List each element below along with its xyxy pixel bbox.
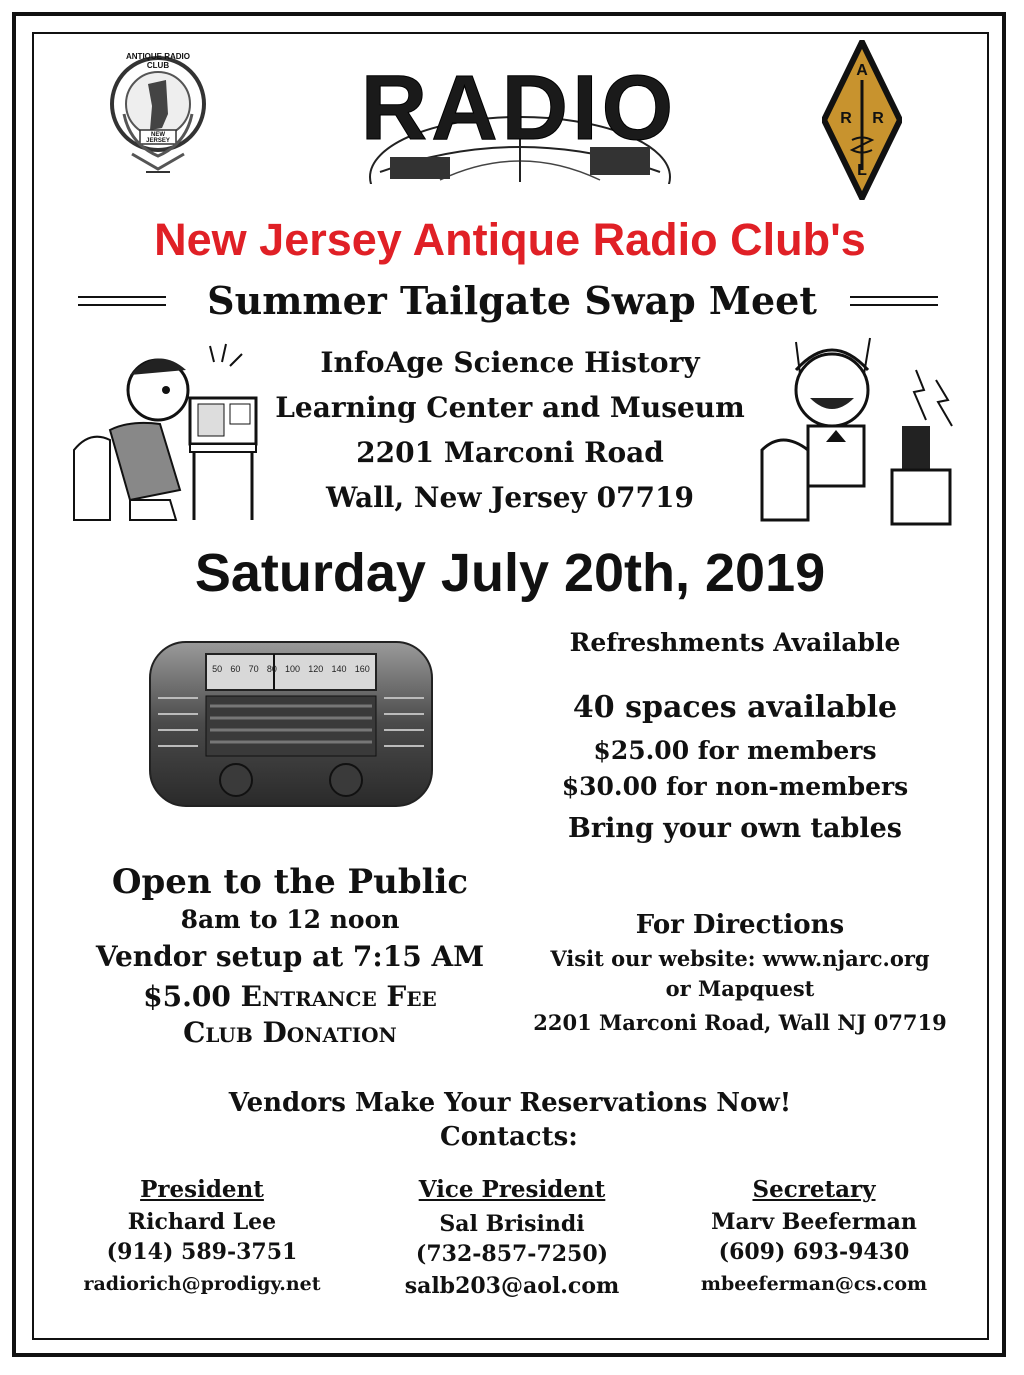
directions-address: 2201 Marconi Road, Wall NJ 07719 bbox=[533, 1010, 947, 1035]
contact-phone: (609) 693-9430 bbox=[718, 1239, 910, 1265]
contact-name: Richard Lee bbox=[127, 1209, 277, 1235]
contact-president bbox=[62, 1176, 342, 1295]
hours-text: 8am to 12 noon bbox=[180, 905, 400, 934]
open-to-public-heading: Open to the Public bbox=[111, 862, 469, 902]
club-name-heading: New Jersey Antique Radio Club's bbox=[154, 214, 866, 265]
directions-heading: For Directions bbox=[635, 910, 845, 940]
dial-mark: 120 bbox=[308, 664, 324, 674]
contacts-heading: Contacts: bbox=[440, 1122, 578, 1152]
njarc-seal-icon bbox=[110, 44, 206, 189]
vendor-setup-text: Vendor setup at 7:15 AM bbox=[95, 940, 485, 973]
bring-tables-text: Bring your own tables bbox=[568, 813, 902, 844]
left-rule-bottom bbox=[78, 304, 166, 306]
reservations-callout: Vendors Make Your Reservations Now! bbox=[228, 1088, 792, 1118]
contact-phone: (914) 589-3751 bbox=[106, 1239, 298, 1265]
vintage-radio-illustration bbox=[146, 638, 436, 814]
dial-mark: 100 bbox=[285, 664, 301, 674]
arrl-letter-a: A bbox=[856, 62, 868, 79]
contact-role: Vice President bbox=[418, 1176, 606, 1203]
right-rule-top bbox=[850, 296, 938, 298]
event-title: Summer Tailgate Swap Meet bbox=[207, 278, 817, 323]
dial-mark: 80 bbox=[266, 664, 277, 674]
directions-website: Visit our website: www.njarc.org bbox=[550, 946, 930, 971]
arrl-letter-r2: R bbox=[872, 110, 884, 127]
seal-state-text: NEW JERSEY bbox=[146, 132, 170, 144]
dial-mark: 60 bbox=[230, 664, 241, 674]
contact-name: Sal Brisindi bbox=[439, 1211, 585, 1237]
directions-mapquest: or Mapquest bbox=[665, 976, 815, 1001]
club-donation-text: Club Donation bbox=[183, 1016, 397, 1049]
contact-vice-president bbox=[372, 1176, 652, 1299]
nonmember-price-text: $30.00 for non-members bbox=[561, 772, 909, 801]
radio-wordmark-icon bbox=[330, 57, 708, 184]
radio-wordmark-text: RADIO bbox=[360, 57, 678, 159]
contact-role: Secretary bbox=[752, 1176, 876, 1203]
dial-mark: 50 bbox=[212, 664, 223, 674]
radio-dial-scale bbox=[208, 664, 374, 674]
member-price-text: $25.00 for members bbox=[593, 736, 877, 765]
contact-email[interactable]: salb203@aol.com bbox=[404, 1273, 620, 1299]
seal-ring-text: ANTIQUE RADIO CLUB bbox=[126, 52, 190, 70]
cartoon-operator-illustration bbox=[752, 330, 962, 530]
right-rule-bottom bbox=[850, 304, 938, 306]
venue-line-1: InfoAge Science History bbox=[320, 346, 700, 379]
refreshments-text: Refreshments Available bbox=[569, 628, 901, 657]
contact-email[interactable]: mbeeferman@cs.com bbox=[700, 1273, 928, 1295]
venue-line-3: 2201 Marconi Road bbox=[356, 436, 664, 469]
contact-email[interactable]: radiorich@prodigy.net bbox=[83, 1273, 321, 1295]
event-date: Saturday July 20th, 2019 bbox=[194, 543, 826, 603]
arrl-diamond-icon bbox=[822, 40, 902, 200]
contact-name: Marv Beeferman bbox=[711, 1209, 917, 1235]
entrance-fee-text: $5.00 Entrance Fee bbox=[143, 980, 437, 1013]
venue-line-2: Learning Center and Museum bbox=[275, 391, 745, 424]
venue-line-4: Wall, New Jersey 07719 bbox=[325, 481, 694, 514]
contact-secretary bbox=[674, 1176, 954, 1295]
dial-mark: 70 bbox=[248, 664, 259, 674]
dial-mark: 140 bbox=[331, 664, 347, 674]
dial-mark: 160 bbox=[354, 664, 370, 674]
left-rule-top bbox=[78, 296, 166, 298]
arrl-letter-l: L bbox=[857, 162, 867, 179]
spaces-available-text: 40 spaces available bbox=[572, 690, 898, 725]
contact-role: President bbox=[140, 1176, 264, 1203]
arrl-letter-r1: R bbox=[840, 110, 852, 127]
contact-phone: (732-857-7250) bbox=[415, 1241, 609, 1267]
